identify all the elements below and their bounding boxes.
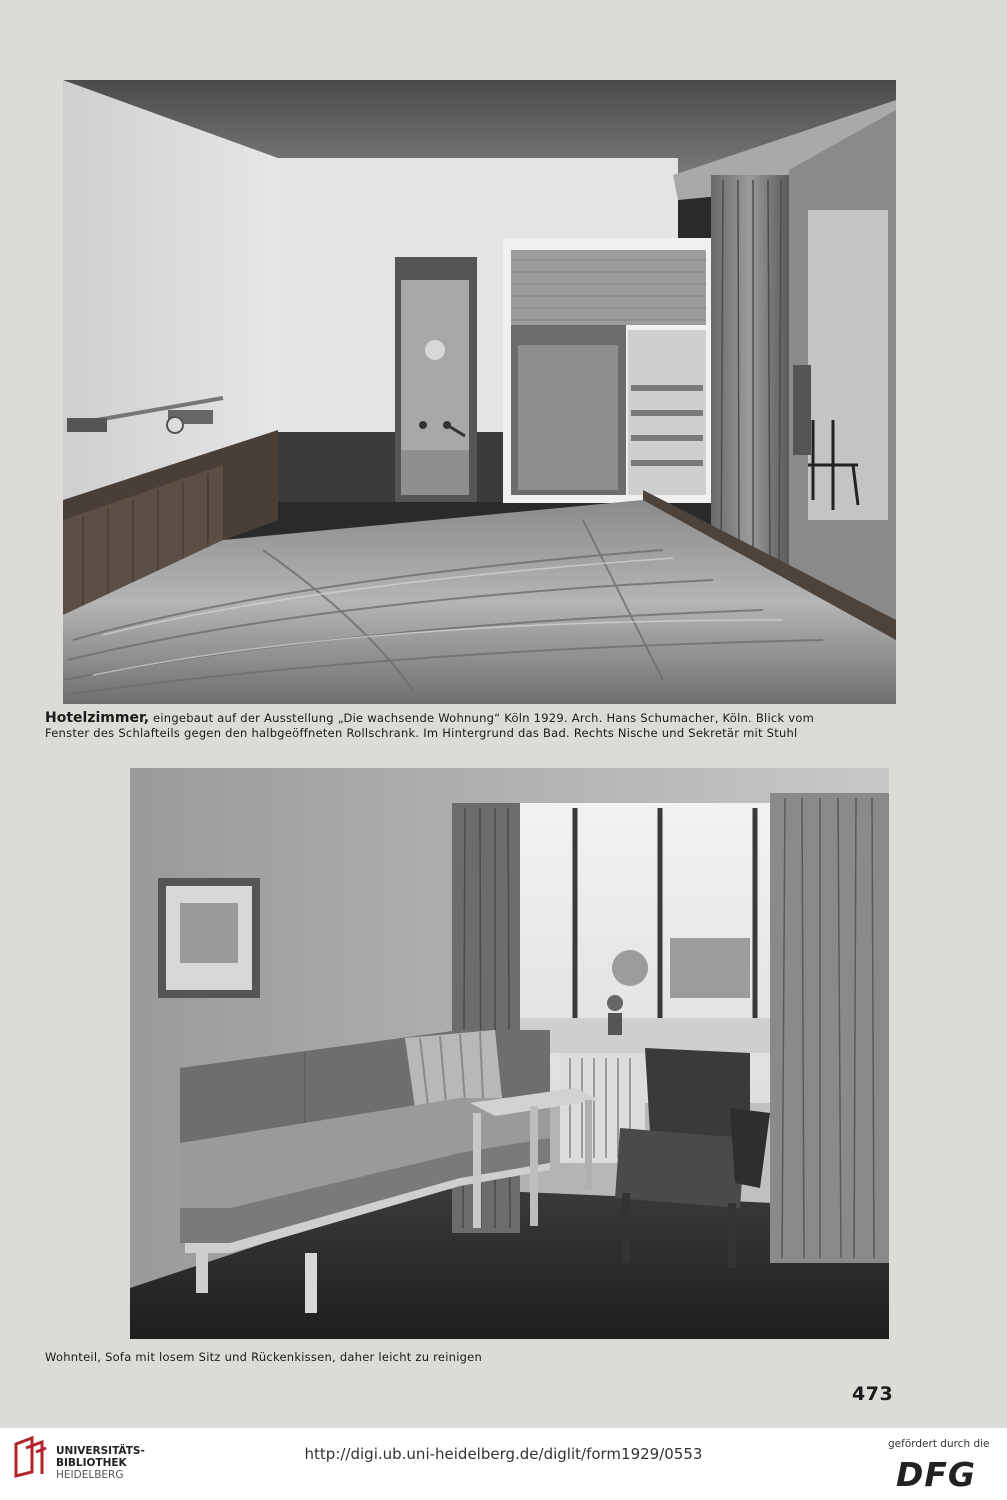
library-name-line2: BIBLIOTHEK (56, 1457, 127, 1469)
living-area-illustration (130, 768, 889, 1339)
caption-living-area: Wohnteil, Sofa mit losem Sitz und Rückenkissen, daher leicht zu reinigen (45, 1350, 483, 1364)
hotel-room-photo (63, 80, 896, 704)
dfg-logo: DFG (896, 1455, 977, 1494)
funded-by-label: gefördert durch die (888, 1438, 990, 1450)
source-url-link[interactable]: http://digi.ub.uni-heidelberg.de/diglit/form1929/0553 (304, 1445, 703, 1463)
library-name-line3: HEIDELBERG (56, 1469, 124, 1481)
caption-hotel-room (45, 711, 905, 741)
footer-bar (0, 1428, 1007, 1500)
library-name-line1: UNIVERSITÄTS- (56, 1445, 145, 1457)
living-area-photo (130, 768, 889, 1339)
hotel-room-illustration (63, 80, 896, 704)
caption-line2: Fenster des Schlafteils gegen den halbgeöffneten Rollschrank. Im Hintergrund das Bad. Rechts Nische und Sekretär mit Stuhl (45, 726, 798, 740)
caption-line1: eingebaut auf der Ausstellung „Die wachsende Wohnung“ Köln 1929. Arch. Hans Schumacher, Köln. Blick vom (149, 711, 815, 725)
page-number: 473 (852, 1383, 894, 1405)
caption-lead: Hotelzimmer, (45, 710, 150, 726)
